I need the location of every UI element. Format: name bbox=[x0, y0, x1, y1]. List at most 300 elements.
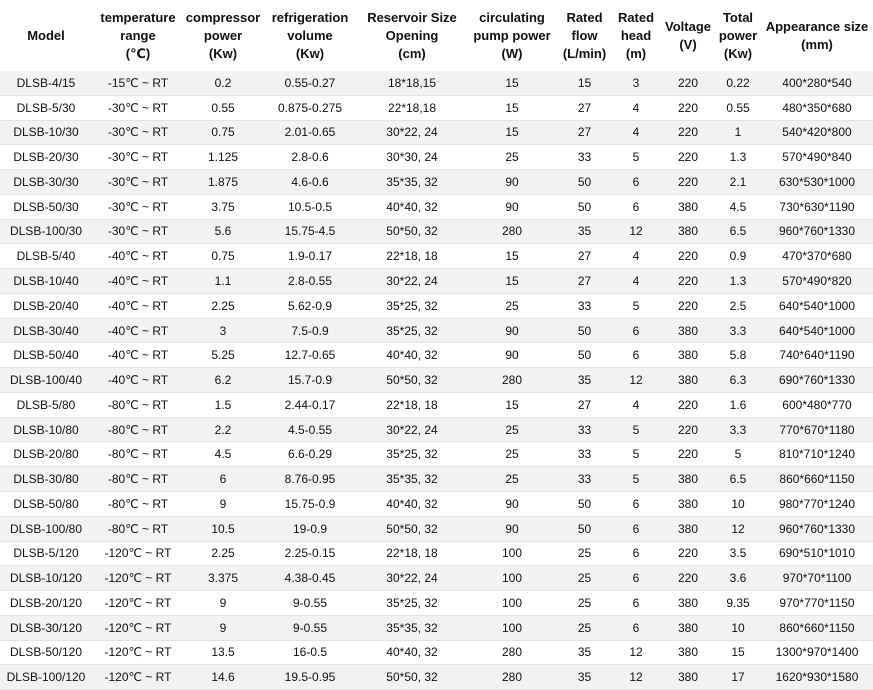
cell-voltage: 220 bbox=[661, 293, 715, 318]
cell-circulating-pump-power: 15 bbox=[466, 71, 558, 95]
cell-rated-flow: 50 bbox=[558, 343, 611, 368]
cell-voltage: 380 bbox=[661, 343, 715, 368]
header-line: circulating bbox=[479, 9, 545, 25]
cell-appearance-size: 730*630*1190 bbox=[761, 194, 873, 219]
header-line: (m) bbox=[625, 45, 647, 61]
cell-refrigeration-volume: 15.75-0.9 bbox=[262, 492, 358, 517]
cell-temperature-range: -40℃ ~ RT bbox=[92, 293, 184, 318]
cell-model: DLSB-10/30 bbox=[0, 120, 92, 145]
cell-voltage: 380 bbox=[661, 640, 715, 665]
cell-rated-head: 6 bbox=[611, 492, 661, 517]
cell-appearance-size: 810*710*1240 bbox=[761, 442, 873, 467]
cell-rated-head: 5 bbox=[611, 442, 661, 467]
cell-rated-head: 4 bbox=[611, 244, 661, 269]
table-row bbox=[0, 492, 873, 517]
cell-temperature-range: -120℃ ~ RT bbox=[92, 615, 184, 640]
cell-refrigeration-volume: 1.9-0.17 bbox=[262, 244, 358, 269]
cell-refrigeration-volume: 16-0.5 bbox=[262, 640, 358, 665]
header-line: (V) bbox=[679, 36, 697, 52]
cell-voltage: 220 bbox=[661, 71, 715, 95]
cell-rated-head: 5 bbox=[611, 467, 661, 492]
header-line: Appearance size bbox=[765, 18, 869, 34]
cell-model: DLSB-5/30 bbox=[0, 95, 92, 120]
cell-appearance-size: 630*530*1000 bbox=[761, 170, 873, 195]
cell-appearance-size: 640*540*1000 bbox=[761, 318, 873, 343]
cell-circulating-pump-power: 90 bbox=[466, 318, 558, 343]
cell-compressor-power: 1.125 bbox=[184, 145, 262, 170]
cell-compressor-power: 0.75 bbox=[184, 244, 262, 269]
cell-refrigeration-volume: 0.875-0.275 bbox=[262, 95, 358, 120]
cell-circulating-pump-power: 25 bbox=[466, 293, 558, 318]
cell-refrigeration-volume: 9-0.55 bbox=[262, 591, 358, 616]
header-rated-head bbox=[611, 0, 661, 71]
cell-appearance-size: 480*350*680 bbox=[761, 95, 873, 120]
header-row bbox=[0, 0, 873, 71]
cell-model: DLSB-5/120 bbox=[0, 541, 92, 566]
cell-circulating-pump-power: 280 bbox=[466, 219, 558, 244]
table-row bbox=[0, 95, 873, 120]
cell-total-power: 5 bbox=[715, 442, 761, 467]
cell-reservoir-size: 50*50, 32 bbox=[358, 368, 466, 393]
cell-total-power: 5.8 bbox=[715, 343, 761, 368]
cell-circulating-pump-power: 25 bbox=[466, 417, 558, 442]
cell-total-power: 1.3 bbox=[715, 145, 761, 170]
cell-voltage: 220 bbox=[661, 145, 715, 170]
cell-rated-head: 3 bbox=[611, 71, 661, 95]
cell-circulating-pump-power: 100 bbox=[466, 591, 558, 616]
header-refrigeration-volume bbox=[262, 0, 358, 71]
header-line: (Kw) bbox=[295, 45, 325, 61]
header-line: Rated bbox=[617, 9, 655, 25]
cell-compressor-power: 9 bbox=[184, 615, 262, 640]
table-row bbox=[0, 368, 873, 393]
cell-circulating-pump-power: 100 bbox=[466, 615, 558, 640]
cell-appearance-size: 400*280*540 bbox=[761, 71, 873, 95]
header-line: compressor bbox=[185, 9, 261, 25]
cell-reservoir-size: 30*22, 24 bbox=[358, 417, 466, 442]
header-circulating-pump-power bbox=[466, 0, 558, 71]
table-body bbox=[0, 71, 873, 690]
cell-rated-flow: 27 bbox=[558, 269, 611, 294]
cell-appearance-size: 640*540*1000 bbox=[761, 293, 873, 318]
cell-compressor-power: 3 bbox=[184, 318, 262, 343]
cell-rated-head: 12 bbox=[611, 219, 661, 244]
cell-rated-flow: 33 bbox=[558, 145, 611, 170]
cell-temperature-range: -80℃ ~ RT bbox=[92, 516, 184, 541]
cell-model: DLSB-50/80 bbox=[0, 492, 92, 517]
cell-rated-head: 6 bbox=[611, 318, 661, 343]
cell-reservoir-size: 35*35, 32 bbox=[358, 170, 466, 195]
cell-temperature-range: -30℃ ~ RT bbox=[92, 120, 184, 145]
cell-rated-flow: 50 bbox=[558, 194, 611, 219]
cell-refrigeration-volume: 7.5-0.9 bbox=[262, 318, 358, 343]
cell-rated-head: 6 bbox=[611, 566, 661, 591]
header-line: flow bbox=[571, 27, 598, 43]
cell-compressor-power: 2.25 bbox=[184, 293, 262, 318]
header-line: (Kw) bbox=[208, 45, 238, 61]
cell-voltage: 380 bbox=[661, 194, 715, 219]
cell-model: DLSB-50/30 bbox=[0, 194, 92, 219]
cell-refrigeration-volume: 2.8-0.55 bbox=[262, 269, 358, 294]
cell-model: DLSB-5/40 bbox=[0, 244, 92, 269]
cell-compressor-power: 6.2 bbox=[184, 368, 262, 393]
cell-refrigeration-volume: 19-0.9 bbox=[262, 516, 358, 541]
cell-temperature-range: -120℃ ~ RT bbox=[92, 541, 184, 566]
cell-compressor-power: 9 bbox=[184, 591, 262, 616]
cell-appearance-size: 570*490*840 bbox=[761, 145, 873, 170]
cell-rated-flow: 50 bbox=[558, 516, 611, 541]
cell-temperature-range: -30℃ ~ RT bbox=[92, 145, 184, 170]
cell-rated-flow: 35 bbox=[558, 640, 611, 665]
cell-model: DLSB-20/30 bbox=[0, 145, 92, 170]
cell-appearance-size: 980*770*1240 bbox=[761, 492, 873, 517]
cell-model: DLSB-100/30 bbox=[0, 219, 92, 244]
cell-refrigeration-volume: 6.6-0.29 bbox=[262, 442, 358, 467]
cell-compressor-power: 9 bbox=[184, 492, 262, 517]
table-header bbox=[0, 0, 873, 71]
cell-total-power: 6.5 bbox=[715, 219, 761, 244]
table-row bbox=[0, 269, 873, 294]
cell-circulating-pump-power: 90 bbox=[466, 170, 558, 195]
header-line: (mm) bbox=[801, 36, 833, 52]
cell-total-power: 3.5 bbox=[715, 541, 761, 566]
cell-temperature-range: -80℃ ~ RT bbox=[92, 392, 184, 417]
cell-circulating-pump-power: 25 bbox=[466, 467, 558, 492]
cell-compressor-power: 0.55 bbox=[184, 95, 262, 120]
header-line: power bbox=[203, 27, 243, 43]
header-line: power bbox=[718, 27, 758, 43]
header-line: (Kw) bbox=[723, 45, 753, 61]
cell-rated-flow: 50 bbox=[558, 170, 611, 195]
cell-rated-head: 5 bbox=[611, 417, 661, 442]
table-row bbox=[0, 145, 873, 170]
cell-voltage: 220 bbox=[661, 566, 715, 591]
cell-circulating-pump-power: 100 bbox=[466, 566, 558, 591]
header-line: temperature bbox=[100, 9, 176, 25]
header-line: Reservoir Size bbox=[367, 9, 457, 25]
header-line: pump power bbox=[473, 27, 551, 43]
cell-total-power: 12 bbox=[715, 516, 761, 541]
cell-model: DLSB-100/120 bbox=[0, 665, 92, 690]
cell-appearance-size: 740*640*1190 bbox=[761, 343, 873, 368]
header-line: Opening bbox=[385, 27, 439, 43]
cell-reservoir-size: 40*40, 32 bbox=[358, 492, 466, 517]
cell-appearance-size: 470*370*680 bbox=[761, 244, 873, 269]
cell-appearance-size: 540*420*800 bbox=[761, 120, 873, 145]
cell-reservoir-size: 50*50, 32 bbox=[358, 665, 466, 690]
cell-rated-flow: 35 bbox=[558, 219, 611, 244]
cell-voltage: 220 bbox=[661, 392, 715, 417]
header-line: (℃) bbox=[125, 45, 151, 61]
cell-rated-head: 12 bbox=[611, 665, 661, 690]
cell-voltage: 220 bbox=[661, 95, 715, 120]
cell-total-power: 1 bbox=[715, 120, 761, 145]
cell-total-power: 3.6 bbox=[715, 566, 761, 591]
cell-voltage: 220 bbox=[661, 541, 715, 566]
table-row bbox=[0, 467, 873, 492]
cell-reservoir-size: 40*40, 32 bbox=[358, 343, 466, 368]
cell-voltage: 220 bbox=[661, 442, 715, 467]
cell-reservoir-size: 35*35, 32 bbox=[358, 467, 466, 492]
table-row bbox=[0, 516, 873, 541]
header-appearance-size bbox=[761, 0, 873, 71]
cell-temperature-range: -40℃ ~ RT bbox=[92, 269, 184, 294]
cell-temperature-range: -30℃ ~ RT bbox=[92, 194, 184, 219]
cell-refrigeration-volume: 2.8-0.6 bbox=[262, 145, 358, 170]
cell-rated-head: 4 bbox=[611, 392, 661, 417]
cell-refrigeration-volume: 5.62-0.9 bbox=[262, 293, 358, 318]
cell-reservoir-size: 40*40, 32 bbox=[358, 640, 466, 665]
cell-rated-flow: 50 bbox=[558, 318, 611, 343]
cell-reservoir-size: 30*22, 24 bbox=[358, 566, 466, 591]
cell-rated-flow: 25 bbox=[558, 591, 611, 616]
header-line: Total bbox=[722, 9, 754, 25]
cell-reservoir-size: 50*50, 32 bbox=[358, 219, 466, 244]
cell-appearance-size: 860*660*1150 bbox=[761, 615, 873, 640]
cell-circulating-pump-power: 280 bbox=[466, 640, 558, 665]
cell-compressor-power: 1.5 bbox=[184, 392, 262, 417]
cell-model: DLSB-5/80 bbox=[0, 392, 92, 417]
cell-refrigeration-volume: 2.44-0.17 bbox=[262, 392, 358, 417]
cell-rated-flow: 50 bbox=[558, 492, 611, 517]
cell-refrigeration-volume: 9-0.55 bbox=[262, 615, 358, 640]
cell-refrigeration-volume: 4.38-0.45 bbox=[262, 566, 358, 591]
cell-total-power: 6.3 bbox=[715, 368, 761, 393]
cell-circulating-pump-power: 280 bbox=[466, 665, 558, 690]
cell-total-power: 6.5 bbox=[715, 467, 761, 492]
cell-appearance-size: 1300*970*1400 bbox=[761, 640, 873, 665]
cell-appearance-size: 570*490*820 bbox=[761, 269, 873, 294]
cell-model: DLSB-4/15 bbox=[0, 71, 92, 95]
cell-circulating-pump-power: 15 bbox=[466, 244, 558, 269]
cell-circulating-pump-power: 90 bbox=[466, 343, 558, 368]
cell-temperature-range: -120℃ ~ RT bbox=[92, 591, 184, 616]
table-row bbox=[0, 665, 873, 690]
table-row bbox=[0, 392, 873, 417]
cell-voltage: 380 bbox=[661, 318, 715, 343]
cell-compressor-power: 10.5 bbox=[184, 516, 262, 541]
cell-voltage: 380 bbox=[661, 492, 715, 517]
cell-total-power: 1.6 bbox=[715, 392, 761, 417]
table-row bbox=[0, 417, 873, 442]
header-compressor-power bbox=[184, 0, 262, 71]
cell-temperature-range: -40℃ ~ RT bbox=[92, 343, 184, 368]
cell-rated-head: 6 bbox=[611, 343, 661, 368]
cell-model: DLSB-20/80 bbox=[0, 442, 92, 467]
cell-compressor-power: 1.1 bbox=[184, 269, 262, 294]
cell-total-power: 0.22 bbox=[715, 71, 761, 95]
table-row bbox=[0, 219, 873, 244]
cell-reservoir-size: 35*25, 32 bbox=[358, 591, 466, 616]
cell-rated-head: 4 bbox=[611, 120, 661, 145]
table-row bbox=[0, 615, 873, 640]
cell-model: DLSB-50/120 bbox=[0, 640, 92, 665]
cell-reservoir-size: 22*18, 18 bbox=[358, 244, 466, 269]
cell-rated-head: 6 bbox=[611, 541, 661, 566]
cell-compressor-power: 0.75 bbox=[184, 120, 262, 145]
cell-compressor-power: 4.5 bbox=[184, 442, 262, 467]
cell-appearance-size: 860*660*1150 bbox=[761, 467, 873, 492]
cell-model: DLSB-20/120 bbox=[0, 591, 92, 616]
cell-circulating-pump-power: 90 bbox=[466, 516, 558, 541]
cell-model: DLSB-30/80 bbox=[0, 467, 92, 492]
cell-rated-flow: 27 bbox=[558, 244, 611, 269]
header-line: range bbox=[120, 27, 156, 43]
cell-rated-head: 4 bbox=[611, 269, 661, 294]
cell-circulating-pump-power: 15 bbox=[466, 392, 558, 417]
cell-voltage: 220 bbox=[661, 417, 715, 442]
cell-rated-flow: 27 bbox=[558, 120, 611, 145]
cell-model: DLSB-10/80 bbox=[0, 417, 92, 442]
cell-temperature-range: -30℃ ~ RT bbox=[92, 219, 184, 244]
cell-rated-flow: 27 bbox=[558, 392, 611, 417]
cell-total-power: 1.3 bbox=[715, 269, 761, 294]
cell-reservoir-size: 35*25, 32 bbox=[358, 293, 466, 318]
cell-compressor-power: 14.6 bbox=[184, 665, 262, 690]
cell-rated-flow: 35 bbox=[558, 665, 611, 690]
cell-circulating-pump-power: 15 bbox=[466, 95, 558, 120]
cell-compressor-power: 0.2 bbox=[184, 71, 262, 95]
table-row bbox=[0, 318, 873, 343]
cell-total-power: 15 bbox=[715, 640, 761, 665]
table-row bbox=[0, 293, 873, 318]
cell-temperature-range: -40℃ ~ RT bbox=[92, 244, 184, 269]
cell-temperature-range: -30℃ ~ RT bbox=[92, 170, 184, 195]
cell-voltage: 380 bbox=[661, 665, 715, 690]
cell-voltage: 380 bbox=[661, 615, 715, 640]
cell-rated-flow: 33 bbox=[558, 417, 611, 442]
cell-reservoir-size: 22*18,18 bbox=[358, 95, 466, 120]
cell-refrigeration-volume: 4.5-0.55 bbox=[262, 417, 358, 442]
header-rated-flow bbox=[558, 0, 611, 71]
cell-rated-head: 6 bbox=[611, 170, 661, 195]
cell-refrigeration-volume: 8.76-0.95 bbox=[262, 467, 358, 492]
cell-rated-head: 6 bbox=[611, 516, 661, 541]
cell-rated-head: 12 bbox=[611, 640, 661, 665]
cell-appearance-size: 690*510*1010 bbox=[761, 541, 873, 566]
cell-compressor-power: 2.25 bbox=[184, 541, 262, 566]
cell-total-power: 2.1 bbox=[715, 170, 761, 195]
cell-rated-head: 6 bbox=[611, 615, 661, 640]
header-total-power bbox=[715, 0, 761, 71]
cell-refrigeration-volume: 15.7-0.9 bbox=[262, 368, 358, 393]
header-line: volume bbox=[287, 27, 333, 43]
cell-rated-flow: 33 bbox=[558, 442, 611, 467]
cell-temperature-range: -80℃ ~ RT bbox=[92, 417, 184, 442]
cell-total-power: 3.3 bbox=[715, 417, 761, 442]
cell-voltage: 220 bbox=[661, 120, 715, 145]
cell-compressor-power: 3.375 bbox=[184, 566, 262, 591]
cell-reservoir-size: 22*18, 18 bbox=[358, 541, 466, 566]
cell-compressor-power: 2.2 bbox=[184, 417, 262, 442]
cell-reservoir-size: 22*18, 18 bbox=[358, 392, 466, 417]
cell-refrigeration-volume: 15.75-4.5 bbox=[262, 219, 358, 244]
table-row bbox=[0, 244, 873, 269]
cell-refrigeration-volume: 12.7-0.65 bbox=[262, 343, 358, 368]
cell-model: DLSB-50/40 bbox=[0, 343, 92, 368]
table-row bbox=[0, 194, 873, 219]
cell-rated-flow: 35 bbox=[558, 368, 611, 393]
cell-rated-flow: 25 bbox=[558, 615, 611, 640]
table-row bbox=[0, 442, 873, 467]
cell-voltage: 380 bbox=[661, 219, 715, 244]
cell-temperature-range: -80℃ ~ RT bbox=[92, 492, 184, 517]
cell-reservoir-size: 18*18,15 bbox=[358, 71, 466, 95]
cell-appearance-size: 960*760*1330 bbox=[761, 516, 873, 541]
cell-voltage: 220 bbox=[661, 269, 715, 294]
cell-appearance-size: 770*670*1180 bbox=[761, 417, 873, 442]
cell-temperature-range: -40℃ ~ RT bbox=[92, 368, 184, 393]
cell-temperature-range: -80℃ ~ RT bbox=[92, 467, 184, 492]
cell-rated-flow: 33 bbox=[558, 293, 611, 318]
cell-circulating-pump-power: 280 bbox=[466, 368, 558, 393]
cell-temperature-range: -40℃ ~ RT bbox=[92, 318, 184, 343]
cell-appearance-size: 970*70*1100 bbox=[761, 566, 873, 591]
cell-temperature-range: -30℃ ~ RT bbox=[92, 95, 184, 120]
cell-reservoir-size: 40*40, 32 bbox=[358, 194, 466, 219]
cell-circulating-pump-power: 15 bbox=[466, 269, 558, 294]
table-row bbox=[0, 343, 873, 368]
cell-compressor-power: 5.6 bbox=[184, 219, 262, 244]
cell-temperature-range: -120℃ ~ RT bbox=[92, 640, 184, 665]
cell-compressor-power: 3.75 bbox=[184, 194, 262, 219]
cell-total-power: 10 bbox=[715, 492, 761, 517]
cell-reservoir-size: 50*50, 32 bbox=[358, 516, 466, 541]
table-row bbox=[0, 541, 873, 566]
cell-total-power: 10 bbox=[715, 615, 761, 640]
cell-model: DLSB-20/40 bbox=[0, 293, 92, 318]
header-line: (L/min) bbox=[562, 45, 607, 61]
cell-rated-flow: 15 bbox=[558, 71, 611, 95]
cell-rated-head: 6 bbox=[611, 591, 661, 616]
cell-model: DLSB-100/40 bbox=[0, 368, 92, 393]
cell-rated-flow: 25 bbox=[558, 566, 611, 591]
cell-model: DLSB-30/30 bbox=[0, 170, 92, 195]
cell-rated-flow: 27 bbox=[558, 95, 611, 120]
cell-refrigeration-volume: 2.25-0.15 bbox=[262, 541, 358, 566]
header-voltage bbox=[661, 0, 715, 71]
cell-reservoir-size: 35*25, 32 bbox=[358, 442, 466, 467]
cell-reservoir-size: 35*25, 32 bbox=[358, 318, 466, 343]
cell-model: DLSB-30/40 bbox=[0, 318, 92, 343]
cell-temperature-range: -120℃ ~ RT bbox=[92, 566, 184, 591]
header-model bbox=[0, 0, 92, 71]
cell-total-power: 0.9 bbox=[715, 244, 761, 269]
table-row bbox=[0, 640, 873, 665]
cell-circulating-pump-power: 100 bbox=[466, 541, 558, 566]
header-line: Voltage bbox=[665, 18, 711, 34]
cell-model: DLSB-30/120 bbox=[0, 615, 92, 640]
cell-circulating-pump-power: 25 bbox=[466, 145, 558, 170]
cell-voltage: 220 bbox=[661, 170, 715, 195]
header-line: (W) bbox=[501, 45, 523, 61]
cell-voltage: 380 bbox=[661, 467, 715, 492]
cell-voltage: 380 bbox=[661, 368, 715, 393]
cell-circulating-pump-power: 90 bbox=[466, 492, 558, 517]
header-line: Model bbox=[27, 27, 65, 43]
cell-appearance-size: 600*480*770 bbox=[761, 392, 873, 417]
cell-model: DLSB-10/120 bbox=[0, 566, 92, 591]
header-line: (cm) bbox=[398, 45, 426, 61]
cell-rated-flow: 33 bbox=[558, 467, 611, 492]
cell-refrigeration-volume: 0.55-0.27 bbox=[262, 71, 358, 95]
cell-temperature-range: -15℃ ~ RT bbox=[92, 71, 184, 95]
cell-appearance-size: 970*770*1150 bbox=[761, 591, 873, 616]
table-row bbox=[0, 566, 873, 591]
cell-reservoir-size: 35*35, 32 bbox=[358, 615, 466, 640]
cell-refrigeration-volume: 19.5-0.95 bbox=[262, 665, 358, 690]
cell-reservoir-size: 30*22, 24 bbox=[358, 269, 466, 294]
